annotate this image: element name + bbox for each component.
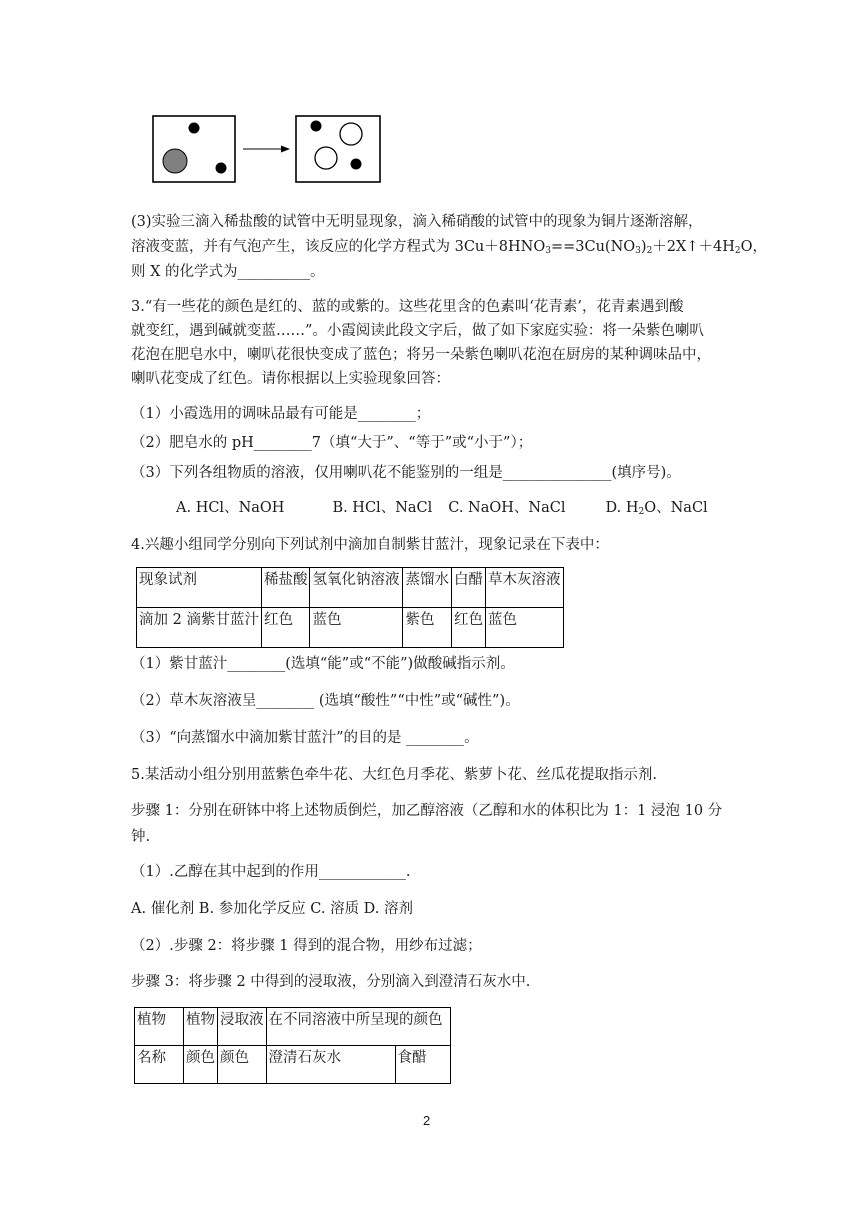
q3-line2: 就变红，遇到碱就变蓝……”。小霞阅读此段文字后，做了如下家庭实验：将一朵紫色喇叭 bbox=[131, 323, 704, 339]
table-cell: 名称 bbox=[135, 1046, 184, 1084]
q5-options: A. 催化剂 B. 参加化学反应 C. 溶质 D. 溶剂 bbox=[131, 901, 414, 917]
table-cell: 白醋 bbox=[451, 568, 485, 608]
q5-step1-line2: 钟. bbox=[131, 829, 151, 845]
table-cell: 红色 bbox=[451, 608, 485, 648]
q3-sub3: （3）下列各组物质的溶液，仅用喇叭花不能鉴别的一组是_______________(填序号)。 bbox=[131, 465, 681, 481]
q5-step3: 步骤 3：将步骤 2 中得到的浸取液，分别滴入到澄清石灰水中. bbox=[131, 974, 531, 990]
small-black-particle bbox=[351, 159, 362, 170]
table-cell: 氢氧化钠溶液 bbox=[310, 568, 403, 608]
q5-sub2: （2）.步骤 2：将步骤 1 得到的混合物，用纱布过滤； bbox=[131, 938, 482, 954]
option-d: D. $H_2O$、NaCl bbox=[605, 500, 708, 517]
q5-step1-line1: 步骤 1：分别在研钵中将上述物质倒烂，加乙醇溶液（乙醇和水的体积比为 1：1 浸泡 10 分 bbox=[131, 803, 723, 819]
q3-line1: 3.“有一些花的颜色是红的、蓝的或紫的。这些花里含的色素叫‘花青素’，花青素遇到酸 bbox=[131, 299, 684, 315]
table-cell: 滴加 2 滴紫甘蓝汁 bbox=[137, 608, 262, 648]
q5-table bbox=[134, 1007, 451, 1084]
q2-3-line3: 则 X 的化学式为__________。 bbox=[131, 264, 325, 280]
q4-intro: 4.兴趣小组同学分别向下列试剂中滴加自制紫甘蓝汁，现象记录在下表中： bbox=[131, 537, 609, 553]
q3-sub2: （2）肥皂水的 pH________7（填“大于”、“等于”或“小于”）； bbox=[131, 435, 533, 451]
table-cell: 蒸馏水 bbox=[403, 568, 452, 608]
particle-diagram bbox=[150, 113, 390, 187]
small-black-particle bbox=[189, 123, 200, 134]
table-cell: 在不同溶液中所呈现的颜色 bbox=[266, 1008, 450, 1046]
open-circle-particle bbox=[340, 123, 362, 145]
q3-line4: 喇叭花变成了红色。请你根据以上实验现象回答： bbox=[131, 371, 450, 387]
option-c: C. NaOH、NaCl bbox=[448, 500, 566, 516]
q4-sub3: （3）“向蒸馏水中滴加紫甘蓝汁”的目的是 ________。 bbox=[131, 730, 479, 746]
q4-sub2: （2）草木灰溶液呈________ (选填“酸性”“中性”或“碱性”)。 bbox=[131, 693, 520, 709]
table-cell: 草木灰溶液 bbox=[485, 568, 563, 608]
q4-table bbox=[136, 567, 564, 648]
q3-line3: 花泡在肥皂水中，喇叭花很快变成了蓝色；将另一朵紫色喇叭花泡在厨房的某种调味品中， bbox=[131, 347, 711, 363]
table-cell: 浸取液 bbox=[218, 1008, 267, 1046]
table-row bbox=[137, 608, 564, 648]
table-cell: 紫色 bbox=[403, 608, 452, 648]
large-gray-particle bbox=[163, 149, 187, 173]
table-row bbox=[135, 1046, 451, 1084]
q2-3-line2: 溶液变蓝，并有气泡产生，该反应的化学方程式为 $3Cu+8HNO_3==3Cu(NO_3)_2+2X↑+4H_2O$， bbox=[131, 239, 767, 256]
table-row bbox=[135, 1008, 451, 1046]
table-cell: 颜色 bbox=[184, 1046, 218, 1084]
option-a: A. HCl、NaOH bbox=[176, 500, 285, 516]
box-after bbox=[296, 116, 380, 182]
open-circle-particle bbox=[315, 147, 337, 169]
option-b: B. HCl、NaCl bbox=[332, 500, 433, 516]
page-number: 2 bbox=[423, 1113, 431, 1128]
q2-3-line1: (3)实验三滴入稀盐酸的试管中无明显现象，滴入稀硝酸的试管中的现象为铜片逐渐溶解， bbox=[131, 214, 703, 230]
table-cell: 食醋 bbox=[395, 1046, 450, 1084]
q3-sub1: （1）小霞选用的调味品最有可能是________； bbox=[131, 406, 431, 422]
table-cell: 植物 bbox=[135, 1008, 184, 1046]
q3-options bbox=[176, 498, 708, 518]
table-cell: 蓝色 bbox=[485, 608, 563, 648]
q5-intro: 5.某活动小组分别用蓝紫色牵牛花、大红色月季花、紫萝卜花、丝瓜花提取指示剂. bbox=[131, 767, 657, 783]
table-cell: 蓝色 bbox=[310, 608, 403, 648]
table-cell: 红色 bbox=[261, 608, 310, 648]
table-row bbox=[137, 568, 564, 608]
small-black-particle bbox=[311, 121, 322, 132]
table-cell: 澄清石灰水 bbox=[266, 1046, 395, 1084]
small-black-particle bbox=[216, 163, 227, 174]
arrow-head bbox=[281, 146, 290, 153]
table-cell: 现象试剂 bbox=[137, 568, 262, 608]
q5-sub1: （1）.乙醇在其中起到的作用____________. bbox=[131, 864, 411, 880]
q4-sub1: （1）紫甘蓝汁________(选填“能”或“不能”)做酸碱指示剂。 bbox=[131, 656, 515, 672]
table-cell: 颜色 bbox=[218, 1046, 267, 1084]
table-cell: 植物 bbox=[184, 1008, 218, 1046]
table-cell: 稀盐酸 bbox=[261, 568, 310, 608]
